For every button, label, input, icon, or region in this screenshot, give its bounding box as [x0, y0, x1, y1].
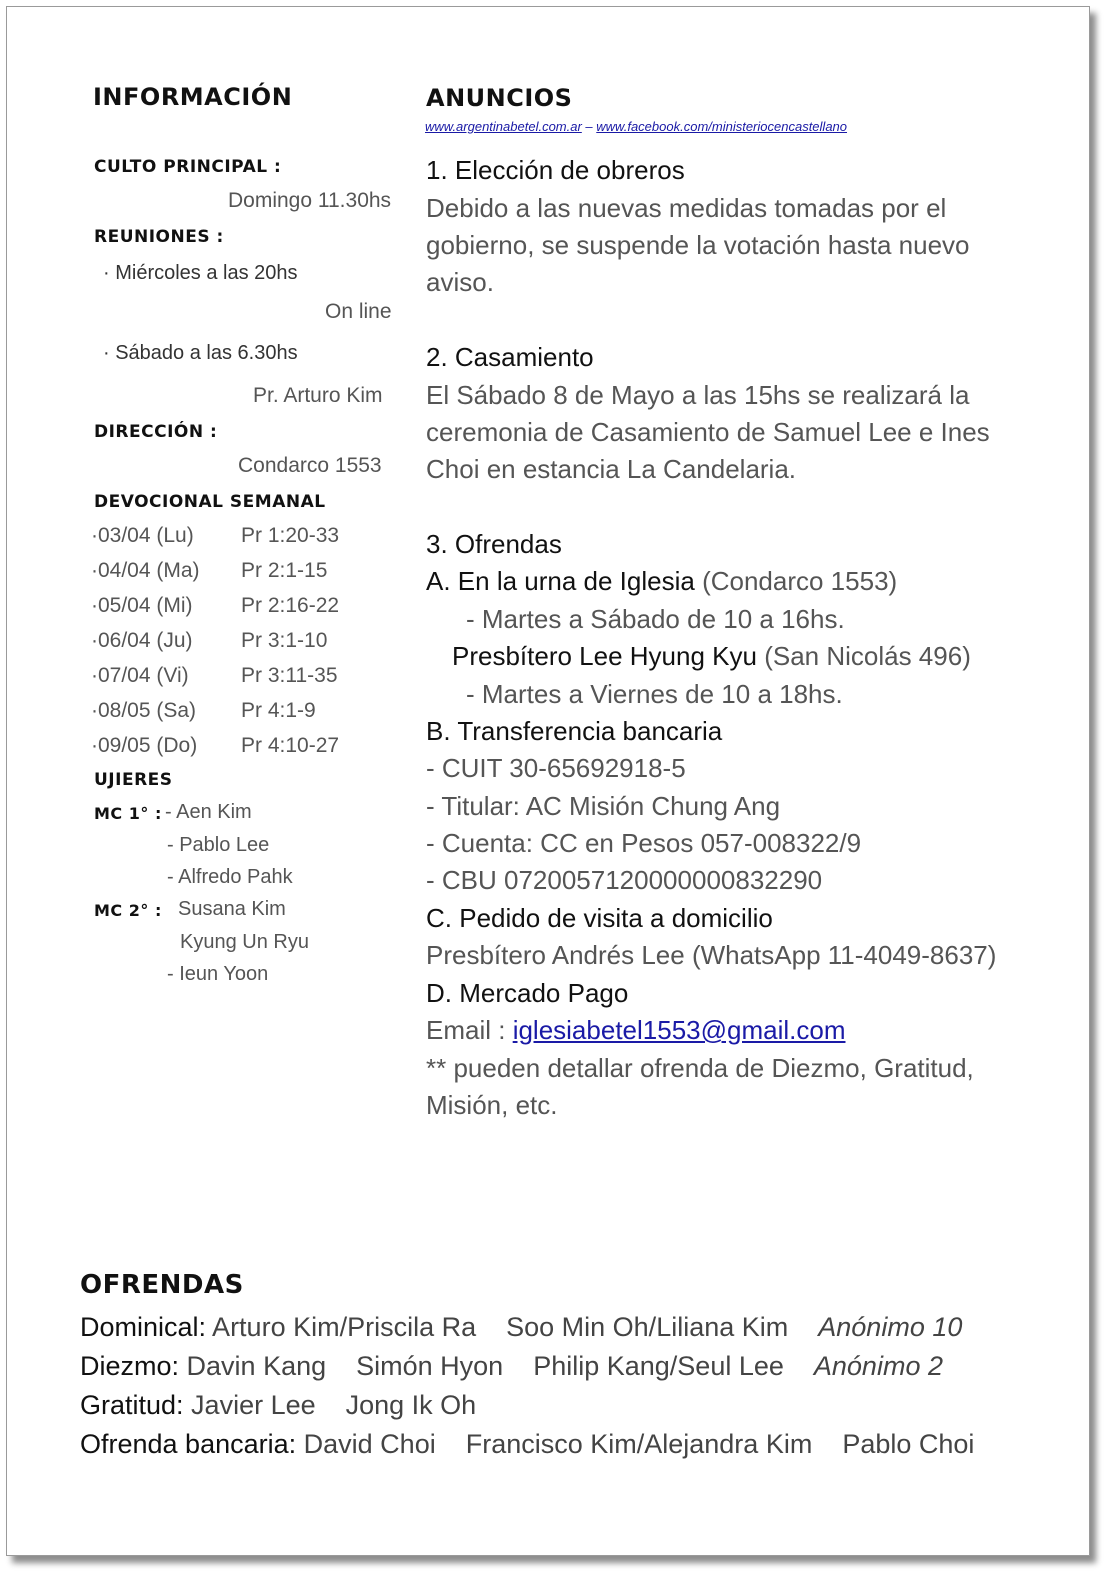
usher-name: - Aen Kim	[165, 801, 252, 823]
devocional-date: ·03/04 (Lu)	[91, 524, 194, 547]
email-link[interactable]: iglesiabetel1553@gmail.com	[512, 1015, 846, 1045]
reunion-leader: Pr. Arturo Kim	[253, 384, 383, 407]
reunion-online: On line	[325, 300, 392, 323]
offering-presbitero-line	[452, 641, 971, 672]
bank-detail: - CBU 0720057120000000832290	[426, 865, 823, 895]
email-line	[426, 1015, 845, 1046]
offering-urna-line	[426, 566, 897, 597]
offering-presbitero-time: - Martes a Viernes de 10 a 18hs.	[466, 679, 843, 709]
direccion-value: Condarco 1553	[238, 454, 382, 477]
devocional-date: ·09/05 (Do)	[91, 734, 198, 757]
offering-presbitero-head: Presbítero Lee Hyung Kyu	[452, 641, 757, 671]
announcement-text: El Sábado 8 de Mayo a las 15hs se realizará la	[426, 380, 970, 410]
devocional-date: ·04/04 (Ma)	[91, 559, 200, 582]
usher-name: Kyung Un Ryu	[180, 931, 309, 953]
usher-name: - Pablo Lee	[167, 834, 270, 856]
announcement-title: 1. Elección de obreros	[426, 155, 685, 185]
dominical-anon: Anónimo 10	[818, 1312, 963, 1342]
diezmo-label: Diezmo:	[80, 1351, 180, 1381]
announcement-text: gobierno, se suspende la votación hasta nuevo	[426, 230, 970, 260]
dominical-label: Dominical:	[80, 1312, 207, 1342]
links-line	[425, 119, 847, 134]
diezmo-names: Davin Kang Simón Hyon Philip Kang/Seul Lee	[179, 1351, 814, 1381]
devocional-ref: Pr 4:1-9	[241, 699, 316, 722]
diezmo-anon: Anónimo 2	[813, 1351, 943, 1381]
email-label: Email :	[426, 1015, 513, 1045]
note-text: ** pueden detallar ofrenda de Diezmo, Gratitud,	[426, 1053, 974, 1083]
culto-label: CULTO PRINCIPAL :	[94, 157, 282, 177]
mercado-pago-head: D. Mercado Pago	[426, 978, 629, 1008]
direccion-label: DIRECCIÓN :	[94, 422, 218, 442]
devocional-date: ·07/04 (Vi)	[91, 664, 189, 687]
devocional-ref: Pr 4:10-27	[241, 734, 340, 757]
devocional-date: ·06/04 (Ju)	[91, 629, 193, 652]
website-link[interactable]: www.argentinabetel.com.ar	[425, 119, 582, 134]
reuniones-label: REUNIONES :	[94, 227, 224, 247]
devocional-ref: Pr 3:11-35	[241, 664, 338, 687]
gratitud-label: Gratitud:	[80, 1390, 184, 1420]
devocional-date: ·05/04 (Mi)	[91, 594, 193, 617]
dominical-row	[80, 1312, 962, 1343]
announcement-text: aviso.	[426, 267, 494, 297]
note-text: Misión, etc.	[426, 1090, 558, 1120]
offering-presbitero-place: (San Nicolás 496)	[756, 641, 971, 671]
ujieres-label: UJIERES	[94, 770, 173, 790]
link-separator: –	[581, 119, 597, 134]
bancaria-label: Ofrenda bancaria:	[80, 1429, 297, 1459]
announcement-text: ceremonia de Casamiento de Samuel Lee e Ines	[426, 417, 990, 447]
bancaria-row	[80, 1429, 974, 1460]
reunion-wednesday: · Miércoles a las 20hs	[103, 262, 298, 284]
bank-transfer-head: B. Transferencia bancaria	[426, 716, 723, 746]
ofrendas-title: OFRENDAS	[80, 1270, 244, 1300]
offering-urna-head: A. En la urna de Iglesia	[426, 566, 695, 596]
mc2-label: MC 2° :	[94, 901, 162, 920]
devocional-label: DEVOCIONAL SEMANAL	[94, 492, 326, 512]
offering-urna-time: - Martes a Sábado de 10 a 16hs.	[466, 604, 845, 634]
anuncios-title: ANUNCIOS	[426, 84, 573, 112]
gratitud-names: Javier Lee Jong Ik Oh	[183, 1390, 477, 1420]
usher-name: - Alfredo Pahk	[167, 866, 293, 888]
info-title: INFORMACIÓN	[93, 83, 293, 111]
gratitud-row	[80, 1390, 476, 1421]
usher-name: - Ieun Yoon	[167, 963, 269, 985]
reunion-saturday: · Sábado a las 6.30hs	[103, 342, 298, 364]
usher-name: Susana Kim	[178, 898, 286, 920]
visit-request-contact: Presbítero Andrés Lee (WhatsApp 11-4049-8637)	[426, 940, 997, 970]
bank-detail: - Cuenta: CC en Pesos 057-008322/9	[426, 828, 862, 858]
diezmo-row	[80, 1351, 943, 1382]
dominical-names: Arturo Kim/Priscila Ra Soo Min Oh/Liliana Kim	[206, 1312, 819, 1342]
visit-request-head: C. Pedido de visita a domicilio	[426, 903, 773, 933]
bank-detail: - Titular: AC Misión Chung Ang	[426, 791, 781, 821]
announcement-title: 3. Ofrendas	[426, 529, 562, 559]
devocional-ref: Pr 2:1-15	[241, 559, 328, 582]
facebook-link[interactable]: www.facebook.com/ministeriocencastellano	[596, 119, 848, 134]
mc1-label: MC 1° :	[94, 804, 162, 823]
announcement-text: Debido a las nuevas medidas tomadas por el	[426, 193, 947, 223]
devocional-ref: Pr 3:1-10	[241, 629, 328, 652]
devocional-ref: Pr 1:20-33	[241, 524, 340, 547]
bancaria-names: David Choi Francisco Kim/Alejandra Kim Pablo Choi	[296, 1429, 975, 1459]
culto-value: Domingo 11.30hs	[228, 189, 392, 212]
offering-urna-place: (Condarco 1553)	[694, 566, 898, 596]
devocional-date: ·08/05 (Sa)	[91, 699, 197, 722]
bulletin-page	[6, 6, 1090, 1556]
bank-detail: - CUIT 30-65692918-5	[426, 753, 686, 783]
devocional-ref: Pr 2:16-22	[241, 594, 340, 617]
announcement-text: Choi en estancia La Candelaria.	[426, 454, 797, 484]
announcement-title: 2. Casamiento	[426, 342, 594, 372]
